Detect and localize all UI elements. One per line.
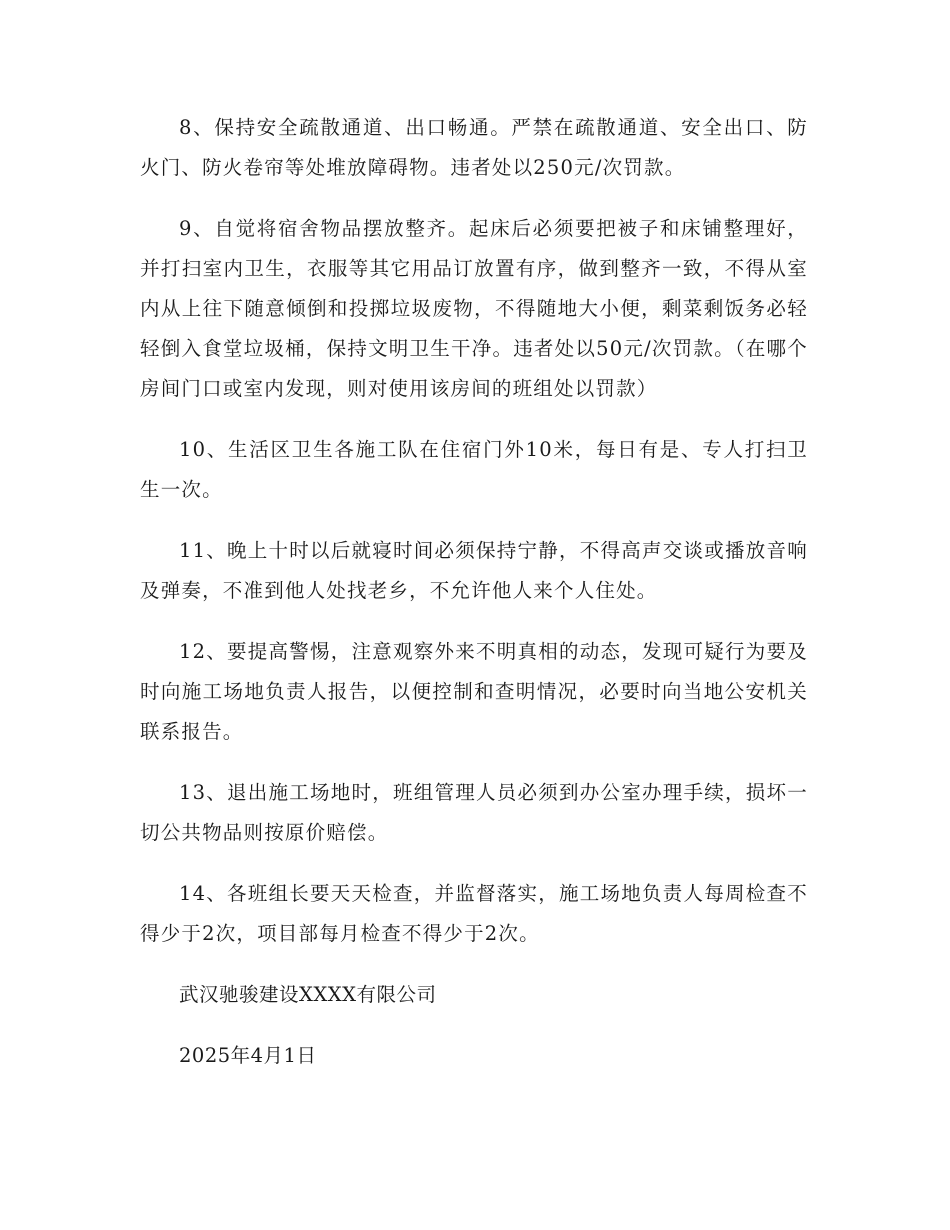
- rule-paragraph-9: 9、自觉将宿舍物品摆放整齐。起床后必须要把被子和床铺整理好，并打扫室内卫生，衣服等其它用品订放置有序，做到整齐一致，不得从室内从上往下随意倾倒和投掷垃圾废物，不得随地大小便，剩菜剩饭务必轻轻倒入食堂垃圾桶，保持文明卫生干净。违者处以50元/次罚款。（在哪个房间门口或室内发现，则对使用该房间的班组处以罚款）: [140, 217, 808, 400]
- rule-paragraph-12: 12、要提高警惕，注意观察外来不明真相的动态，发现可疑行为要及时向施工场地负责人报告，以便控制和查明情况，必要时向当地公安机关联系报告。: [140, 640, 808, 743]
- rule-paragraph-14: 14、各班组长要天天检查，并监督落实，施工场地负责人每周检查不得少于2次，项目部每月检查不得少于2次。: [140, 882, 808, 945]
- rule-paragraph-13: 13、退出施工场地时，班组管理人员必须到办公室办理手续，损坏一切公共物品则按原价赔偿。: [140, 781, 808, 844]
- document-body: [140, 108, 808, 1097]
- rule-paragraph-10: 10、生活区卫生各施工队在住宿门外10米，每日有是、专人打扫卫生一次。: [140, 438, 808, 501]
- rule-paragraph-11: 11、晚上十时以后就寝时间必须保持宁静，不得高声交谈或播放音响及弹奏，不准到他人处找老乡，不允许他人来个人住处。: [140, 539, 808, 602]
- company-signature: 武汉驰骏建设XXXX有限公司: [179, 983, 437, 1006]
- document-date: 2025年4月1日: [179, 1044, 317, 1067]
- rule-paragraph-8: 8、保持安全疏散通道、出口畅通。严禁在疏散通道、安全出口、防火门、防火卷帘等处堆放障碍物。违者处以250元/次罚款。: [140, 116, 808, 179]
